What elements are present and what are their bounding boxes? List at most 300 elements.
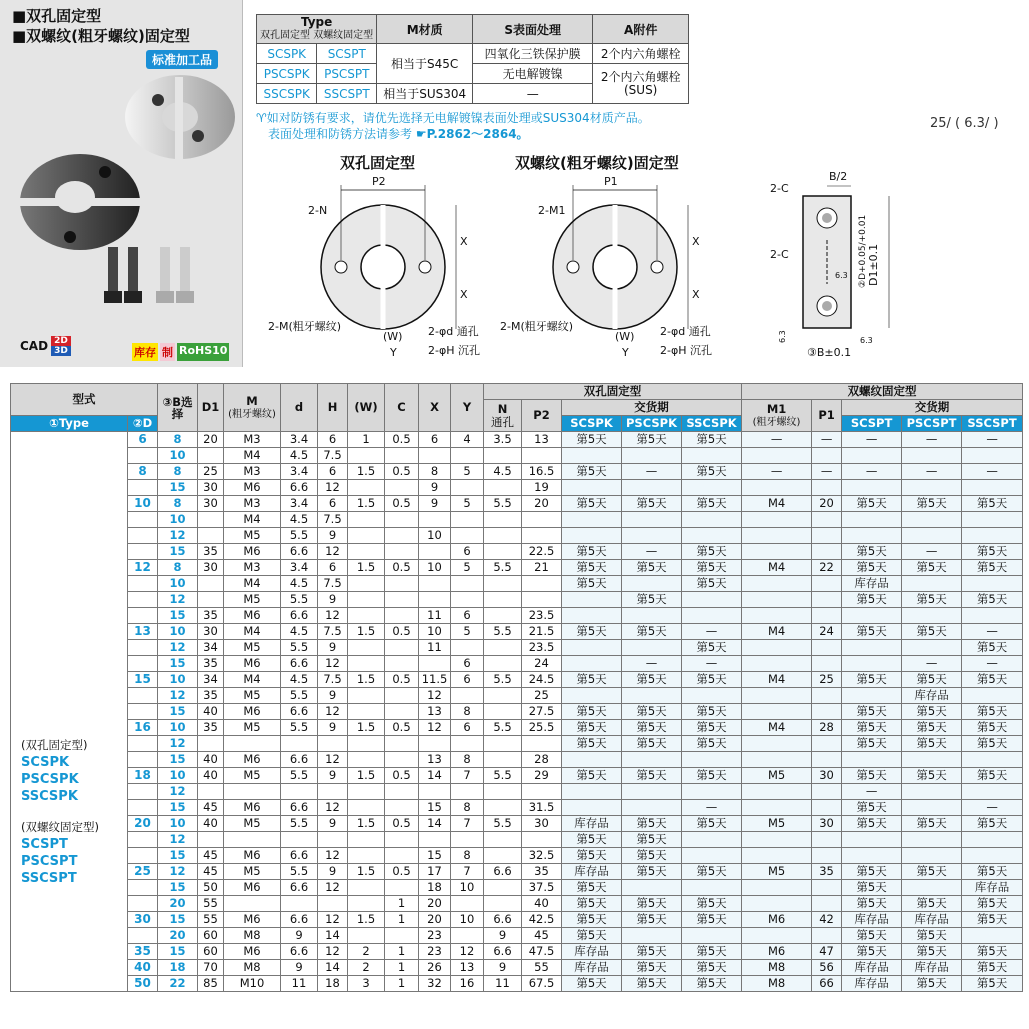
- table-cell: [281, 896, 318, 912]
- table-cell: 20: [419, 896, 451, 912]
- table-cell: 22.5: [522, 544, 562, 560]
- table-cell: [682, 688, 742, 704]
- table-cell: 第5天: [562, 704, 622, 720]
- table-cell: 15: [158, 608, 198, 624]
- table-cell: 6.6: [281, 544, 318, 560]
- table-cell: 第5天: [562, 672, 622, 688]
- table-cell: 5.5: [484, 496, 522, 512]
- table-cell: [812, 608, 842, 624]
- table-cell: [522, 832, 562, 848]
- table-cell: M8: [224, 928, 281, 944]
- table-cell: 第5天: [562, 928, 622, 944]
- material-cell: 相当于SUS304: [377, 84, 473, 104]
- table-cell: [842, 848, 902, 864]
- table-cell: [522, 592, 562, 608]
- table-cell: 第5天: [962, 768, 1023, 784]
- table-cell: 第5天: [902, 816, 962, 832]
- table-cell: [902, 640, 962, 656]
- table-cell: 第5天: [682, 496, 742, 512]
- table-cell: 12: [128, 560, 158, 576]
- table-cell: 35: [198, 688, 224, 704]
- table-cell: [451, 928, 484, 944]
- table-cell: 第5天: [842, 560, 902, 576]
- table-cell: 5.5: [281, 640, 318, 656]
- table-cell: 35: [812, 864, 842, 880]
- table-cell: 第5天: [842, 896, 902, 912]
- table-cell: 11: [281, 976, 318, 992]
- table-cell: 5.5: [281, 528, 318, 544]
- table-cell: 7.5: [318, 624, 348, 640]
- table-cell: 6: [318, 432, 348, 448]
- table-row: [11, 544, 1023, 560]
- table-cell: 12: [158, 640, 198, 656]
- table-cell: [419, 576, 451, 592]
- table-cell: 20: [419, 912, 451, 928]
- table-cell: [742, 544, 812, 560]
- table-cell: 22: [158, 976, 198, 992]
- table-cell: 第5天: [562, 976, 622, 992]
- table-cell: 15: [158, 544, 198, 560]
- table-cell: 7: [451, 864, 484, 880]
- table-cell: 31.5: [522, 800, 562, 816]
- table-cell: 第5天: [962, 720, 1023, 736]
- table-cell: 25: [812, 672, 842, 688]
- table-row: [11, 976, 1023, 992]
- table-cell: 13: [128, 624, 158, 640]
- table-cell: 2: [348, 944, 385, 960]
- table-cell: 第5天: [562, 544, 622, 560]
- table-cell: 35: [198, 656, 224, 672]
- table-cell: [842, 448, 902, 464]
- table-cell: 6.6: [484, 944, 522, 960]
- table-cell: [484, 688, 522, 704]
- table-cell: [419, 784, 451, 800]
- table-cell: 40: [198, 752, 224, 768]
- table-cell: 第5天: [562, 560, 622, 576]
- table-cell: 第5天: [902, 896, 962, 912]
- table-cell: [812, 544, 842, 560]
- table-cell: [962, 752, 1023, 768]
- table-cell: 18: [158, 960, 198, 976]
- table-cell: 11.5: [419, 672, 451, 688]
- table-cell: 0.5: [385, 720, 419, 736]
- table-cell: 55: [198, 896, 224, 912]
- table-cell: 6: [318, 464, 348, 480]
- table-cell: 1: [348, 432, 385, 448]
- table-cell: [128, 704, 158, 720]
- type-cell: SSCSPK: [257, 84, 317, 104]
- table-cell: [318, 832, 348, 848]
- label-x: X: [460, 288, 468, 301]
- type-cell: SCSPK: [257, 44, 317, 64]
- table-cell: 9: [318, 688, 348, 704]
- table-cell: 第5天: [842, 624, 902, 640]
- header-scspk: SCSPK: [562, 416, 622, 432]
- table-cell: [622, 576, 682, 592]
- table-cell: [451, 576, 484, 592]
- table-row: [11, 624, 1023, 640]
- table-cell: 16: [128, 720, 158, 736]
- table-cell: [484, 448, 522, 464]
- table-cell: [562, 784, 622, 800]
- table-cell: [902, 784, 962, 800]
- table-cell: 14: [318, 960, 348, 976]
- table-cell: 13: [419, 704, 451, 720]
- table-cell: [682, 448, 742, 464]
- table-cell: [385, 528, 419, 544]
- reference-link[interactable]: ☛P.2862～2864。: [415, 127, 529, 141]
- model-l3: PSCSPK: [21, 771, 79, 787]
- table-cell: [128, 544, 158, 560]
- table-cell: 5.5: [484, 560, 522, 576]
- table-row: [11, 592, 1023, 608]
- table-cell: 30: [198, 624, 224, 640]
- table-cell: 32.5: [522, 848, 562, 864]
- table-cell: 35: [128, 944, 158, 960]
- table-cell: [742, 576, 812, 592]
- table-cell: [451, 736, 484, 752]
- table-cell: 30: [812, 768, 842, 784]
- table-cell: —: [962, 464, 1023, 480]
- model-l6: SCSPT: [21, 836, 68, 852]
- table-cell: [522, 736, 562, 752]
- table-cell: [682, 480, 742, 496]
- table-cell: [281, 784, 318, 800]
- table-cell: [348, 480, 385, 496]
- table-cell: 第5天: [842, 544, 902, 560]
- table-cell: 10: [128, 496, 158, 512]
- table-cell: 第5天: [842, 800, 902, 816]
- table-cell: 第5天: [902, 944, 962, 960]
- table-cell: 第5天: [682, 976, 742, 992]
- table-cell: [419, 544, 451, 560]
- table-cell: —: [622, 544, 682, 560]
- table-cell: —: [842, 784, 902, 800]
- table-cell: 10: [158, 512, 198, 528]
- table-cell: [622, 528, 682, 544]
- table-cell: [682, 832, 742, 848]
- label-x: X: [692, 235, 700, 248]
- table-cell: 6.6: [281, 656, 318, 672]
- table-cell: 第5天: [902, 560, 962, 576]
- table-cell: 7.5: [318, 672, 348, 688]
- table-cell: 9: [318, 864, 348, 880]
- table-cell: [385, 736, 419, 752]
- table-cell: 库存品: [902, 960, 962, 976]
- table-cell: 16.5: [522, 464, 562, 480]
- diagram2-title: 双螺纹(粗牙螺纹)固定型: [515, 154, 679, 172]
- table-cell: M5: [742, 816, 812, 832]
- table-cell: 第5天: [962, 864, 1023, 880]
- table-cell: [419, 656, 451, 672]
- table-cell: [348, 784, 385, 800]
- table-cell: 第5天: [962, 736, 1023, 752]
- table-cell: 18: [128, 768, 158, 784]
- model-list: [11, 432, 128, 992]
- table-cell: [812, 448, 842, 464]
- label-c1: 2-C: [770, 182, 789, 195]
- table-cell: [742, 640, 812, 656]
- table-cell: [419, 832, 451, 848]
- table-cell: 第5天: [682, 704, 742, 720]
- table-cell: [198, 592, 224, 608]
- table-cell: 第5天: [962, 560, 1023, 576]
- table-cell: [128, 832, 158, 848]
- table-cell: 10: [419, 528, 451, 544]
- table-cell: 12: [318, 544, 348, 560]
- table-cell: M8: [742, 976, 812, 992]
- table-cell: 15: [158, 656, 198, 672]
- table-cell: 6.6: [281, 800, 318, 816]
- table-cell: [348, 928, 385, 944]
- table-cell: 0.5: [385, 672, 419, 688]
- table-cell: [742, 896, 812, 912]
- table-cell: [385, 800, 419, 816]
- table-cell: [128, 736, 158, 752]
- table-cell: [622, 512, 682, 528]
- stock-tag: 库存: [132, 343, 158, 361]
- label-d: ②D+0.05/+0.01: [858, 214, 868, 288]
- table-cell: 5.5: [281, 864, 318, 880]
- table-cell: 28: [522, 752, 562, 768]
- table-cell: [682, 512, 742, 528]
- table-cell: 12: [158, 864, 198, 880]
- table-row: [11, 528, 1023, 544]
- table-cell: [682, 784, 742, 800]
- table-cell: 34: [198, 640, 224, 656]
- table-cell: 40: [198, 816, 224, 832]
- table-cell: [902, 448, 962, 464]
- table-cell: 第5天: [902, 624, 962, 640]
- table-cell: [318, 784, 348, 800]
- table-row: [11, 464, 1023, 480]
- table-cell: 第5天: [562, 464, 622, 480]
- cad-3d: 3D: [51, 346, 71, 356]
- table-cell: 32: [419, 976, 451, 992]
- table-cell: 库存品: [842, 912, 902, 928]
- table-cell: 85: [198, 976, 224, 992]
- table-cell: 12: [318, 608, 348, 624]
- label-w: (W): [615, 330, 635, 343]
- table-cell: 5.5: [281, 768, 318, 784]
- table-cell: 库存品: [902, 688, 962, 704]
- surface-cell: 四氧化三铁保护膜: [473, 44, 593, 64]
- label-y: Y: [390, 346, 397, 359]
- label-m1: 2-M1: [538, 204, 566, 217]
- table-cell: [812, 592, 842, 608]
- table-cell: [902, 880, 962, 896]
- table-cell: M6: [224, 544, 281, 560]
- table-cell: [348, 800, 385, 816]
- table-cell: 15: [158, 480, 198, 496]
- table-cell: [962, 832, 1023, 848]
- table-cell: 库存品: [842, 976, 902, 992]
- table-cell: M6: [224, 608, 281, 624]
- table-row: [11, 432, 1023, 448]
- table-cell: 6.6: [281, 608, 318, 624]
- table-cell: 5.5: [484, 768, 522, 784]
- cad-badge[interactable]: [20, 336, 71, 356]
- table-cell: [385, 688, 419, 704]
- table-cell: [902, 576, 962, 592]
- table-cell: [742, 512, 812, 528]
- table-cell: [812, 512, 842, 528]
- table-cell: 第5天: [962, 944, 1023, 960]
- table-cell: 6.6: [281, 944, 318, 960]
- table-cell: [484, 512, 522, 528]
- rohs-tag: RoHS10: [177, 343, 229, 361]
- table-cell: 34: [198, 672, 224, 688]
- table-cell: 第5天: [842, 736, 902, 752]
- table-cell: 50: [128, 976, 158, 992]
- table-cell: 20: [158, 928, 198, 944]
- table-cell: —: [622, 656, 682, 672]
- table-cell: [622, 448, 682, 464]
- header-delivery: 交货期: [842, 400, 1023, 416]
- table-cell: [128, 640, 158, 656]
- header-bsel: ③B选择: [158, 384, 198, 432]
- table-cell: 15: [158, 912, 198, 928]
- table-cell: [682, 880, 742, 896]
- table-cell: 1: [385, 976, 419, 992]
- table-cell: 22: [812, 560, 842, 576]
- table-cell: [348, 688, 385, 704]
- table-cell: 4.5: [484, 464, 522, 480]
- table-cell: 1: [385, 944, 419, 960]
- table-cell: [484, 656, 522, 672]
- table-cell: 第5天: [842, 496, 902, 512]
- table-cell: [562, 800, 622, 816]
- table-cell: 第5天: [622, 768, 682, 784]
- label-p2: P2: [372, 175, 386, 188]
- table-cell: 4.5: [281, 512, 318, 528]
- table-cell: 21.5: [522, 624, 562, 640]
- table-cell: 第5天: [842, 592, 902, 608]
- table-cell: 14: [419, 768, 451, 784]
- label-roughness: 6.3: [778, 330, 787, 343]
- table-cell: [522, 528, 562, 544]
- table-cell: [562, 752, 622, 768]
- table-cell: 13: [451, 960, 484, 976]
- header-scspt: SCSPT: [842, 416, 902, 432]
- table-cell: 11: [484, 976, 522, 992]
- table-cell: [348, 736, 385, 752]
- table-cell: 库存品: [562, 944, 622, 960]
- table-cell: 23: [419, 928, 451, 944]
- table-cell: 第5天: [682, 816, 742, 832]
- material-cell: 相当于S45C: [377, 44, 473, 84]
- table-cell: [812, 480, 842, 496]
- dimension-table: [10, 383, 1023, 992]
- table-cell: 6: [128, 432, 158, 448]
- table-cell: [742, 928, 812, 944]
- table-cell: [484, 896, 522, 912]
- table-cell: 23: [419, 944, 451, 960]
- table-cell: 第5天: [962, 976, 1023, 992]
- table-cell: [842, 480, 902, 496]
- table-cell: 第5天: [622, 944, 682, 960]
- table-cell: 第5天: [562, 720, 622, 736]
- table-cell: [385, 512, 419, 528]
- table-cell: [128, 848, 158, 864]
- table-cell: 第5天: [962, 640, 1023, 656]
- label-h: 2-φH 沉孔: [660, 344, 712, 357]
- table-cell: [484, 752, 522, 768]
- table-cell: 5.5: [281, 816, 318, 832]
- product-panel: [0, 0, 243, 367]
- table-cell: 库存品: [842, 960, 902, 976]
- table-body: [11, 432, 1023, 992]
- table-cell: 5: [451, 560, 484, 576]
- table-row: [11, 576, 1023, 592]
- table-cell: 第5天: [682, 576, 742, 592]
- table-cell: 第5天: [902, 976, 962, 992]
- table-cell: M6: [742, 912, 812, 928]
- table-cell: [419, 736, 451, 752]
- table-cell: [484, 640, 522, 656]
- table-cell: 15: [158, 944, 198, 960]
- table-cell: 25.5: [522, 720, 562, 736]
- table-cell: [484, 544, 522, 560]
- diagram-double-hole: [268, 170, 503, 365]
- label-x: X: [692, 288, 700, 301]
- table-cell: [451, 480, 484, 496]
- table-cell: [128, 752, 158, 768]
- table-cell: 7.5: [318, 512, 348, 528]
- table-cell: 1.5: [348, 912, 385, 928]
- table-cell: 10: [419, 560, 451, 576]
- header-d: d: [281, 384, 318, 432]
- table-cell: 6.6: [281, 480, 318, 496]
- table-cell: —: [682, 800, 742, 816]
- table-cell: [198, 512, 224, 528]
- table-cell: [742, 592, 812, 608]
- table-cell: 15: [128, 672, 158, 688]
- table-cell: [224, 736, 281, 752]
- table-cell: 3.4: [281, 496, 318, 512]
- table-cell: 12: [158, 736, 198, 752]
- table-cell: [385, 848, 419, 864]
- table-cell: 第5天: [622, 672, 682, 688]
- table-cell: 30: [522, 816, 562, 832]
- table-row: [11, 816, 1023, 832]
- table-cell: 6: [451, 720, 484, 736]
- diagram1-title: 双孔固定型: [340, 154, 416, 172]
- surface-cell: 无电解镀镍: [473, 64, 593, 84]
- table-cell: [128, 800, 158, 816]
- table-cell: 第5天: [622, 864, 682, 880]
- table-cell: [742, 688, 812, 704]
- table-row: [11, 880, 1023, 896]
- table-cell: [224, 832, 281, 848]
- table-cell: [682, 592, 742, 608]
- table-cell: [451, 592, 484, 608]
- table-cell: 10: [158, 816, 198, 832]
- header-pscspt: PSCSPT: [902, 416, 962, 432]
- model-l2: SCSPK: [21, 754, 70, 770]
- label-m: 2-M(粗牙螺纹): [500, 320, 574, 333]
- table-cell: 5: [451, 496, 484, 512]
- table-cell: [419, 512, 451, 528]
- table-cell: [348, 848, 385, 864]
- material-header: M材质: [377, 15, 473, 44]
- label-roughness: 6.3: [860, 336, 873, 345]
- table-cell: [812, 640, 842, 656]
- table-cell: 第5天: [622, 816, 682, 832]
- header-p2: P2: [522, 400, 562, 432]
- table-cell: —: [812, 464, 842, 480]
- table-cell: 12: [158, 592, 198, 608]
